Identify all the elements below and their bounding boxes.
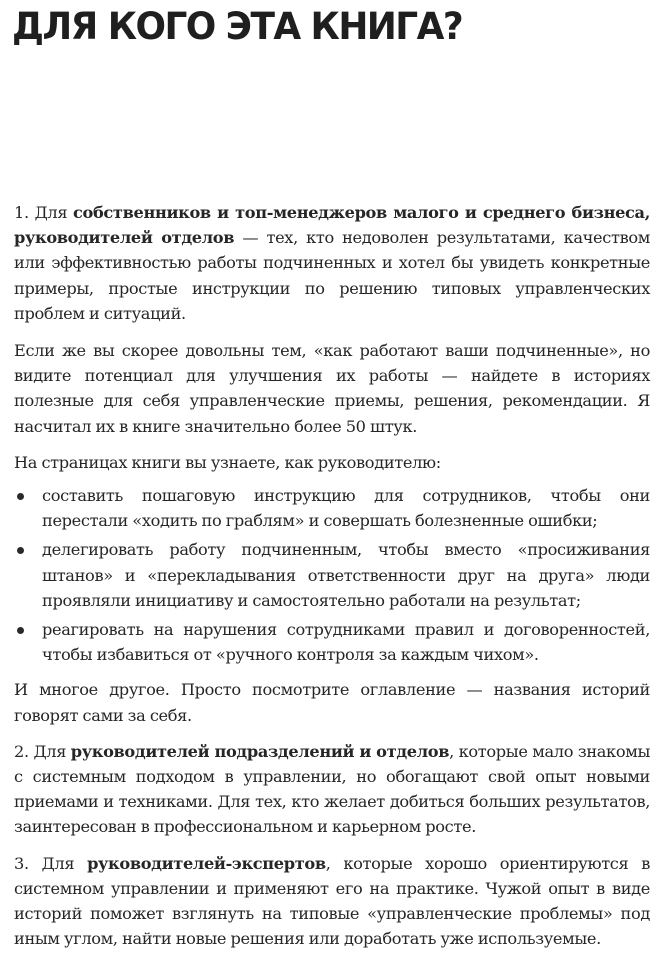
more-paragraph: И многое другое. Просто посмотрите оглавление — названия историй говорят сами за себя. bbox=[14, 680, 650, 725]
section-2-description: , которые мало знакомы с системным подходом в управлении, но обогащают свой опыт новыми приемами и техниками. Для тех, кто желает добиться больших результатов, заинтересован в профессиональном и карьерном росте. bbox=[14, 741, 650, 837]
learn-intro: На страницах книги вы узнаете, как руководителю: bbox=[14, 452, 441, 472]
section-3-audience: руководителей-экспертов bbox=[87, 853, 326, 873]
section-2-prefix: 2. Для bbox=[14, 741, 71, 761]
section-2-paragraph bbox=[14, 739, 650, 840]
section-3-description: , которые хорошо ориентируются в системном управлении и применяют его на практике. Чужой опыт в виде историй поможет взглянуть на типовые «управленческие проблемы» под иным углом, найти новые решения или доработать уже используемые. bbox=[14, 853, 650, 949]
page-content bbox=[14, 200, 650, 962]
section-1-paragraph bbox=[14, 200, 650, 326]
list-item-text: делегировать работу подчиненным, чтобы вместо «просиживания штанов» и «перекладывания ответственности друг на друга» люди проявляли инициативу и самостоятельно работали на результат; bbox=[42, 540, 650, 610]
bullet-icon bbox=[17, 547, 24, 554]
section-3-prefix: 3. Для bbox=[14, 853, 88, 873]
list-item bbox=[14, 617, 650, 667]
skills-list bbox=[14, 483, 650, 667]
section-3-paragraph bbox=[14, 851, 650, 952]
section-1-description: — тех, кто недоволен результатами, качеством или эффективностью работы подчиненных и хотел бы увидеть конкретные примеры, простые инструкции по решению типовых управленческих проблем и ситуаций. bbox=[14, 228, 650, 323]
list-item-text: реагировать на нарушения сотрудниками правил и договоренностей, чтобы избавиться от «ручного контроля за каждым чихом». bbox=[42, 620, 650, 665]
list-item bbox=[14, 537, 650, 613]
section-1-audience: собственников и топ-менеджеров малого и среднего бизнеса, руководителей отделов bbox=[14, 203, 650, 248]
bullet-icon bbox=[17, 493, 24, 500]
bullet-icon bbox=[17, 627, 24, 634]
satisfied-managers-paragraph: Если же вы скорее довольны тем, «как работают ваши подчиненные», но видите потенциал для улучшения их работы — найдете в историях полезные для себя управленческие приемы, решения, рекомендации. Я насчитал их в книге значительно более 50 штук. bbox=[14, 341, 650, 436]
section-1-prefix: 1. Для bbox=[14, 203, 74, 222]
list-item bbox=[14, 483, 650, 533]
list-item-text: составить пошаговую инструкцию для сотрудников, чтобы они перестали «ходить по граблям» и совершать болезненные ошибки; bbox=[42, 486, 650, 531]
section-2-audience: руководителей подразделений и отделов bbox=[70, 741, 450, 761]
page-title: ДЛЯ КОГО ЭТА КНИГА? bbox=[12, 5, 463, 48]
